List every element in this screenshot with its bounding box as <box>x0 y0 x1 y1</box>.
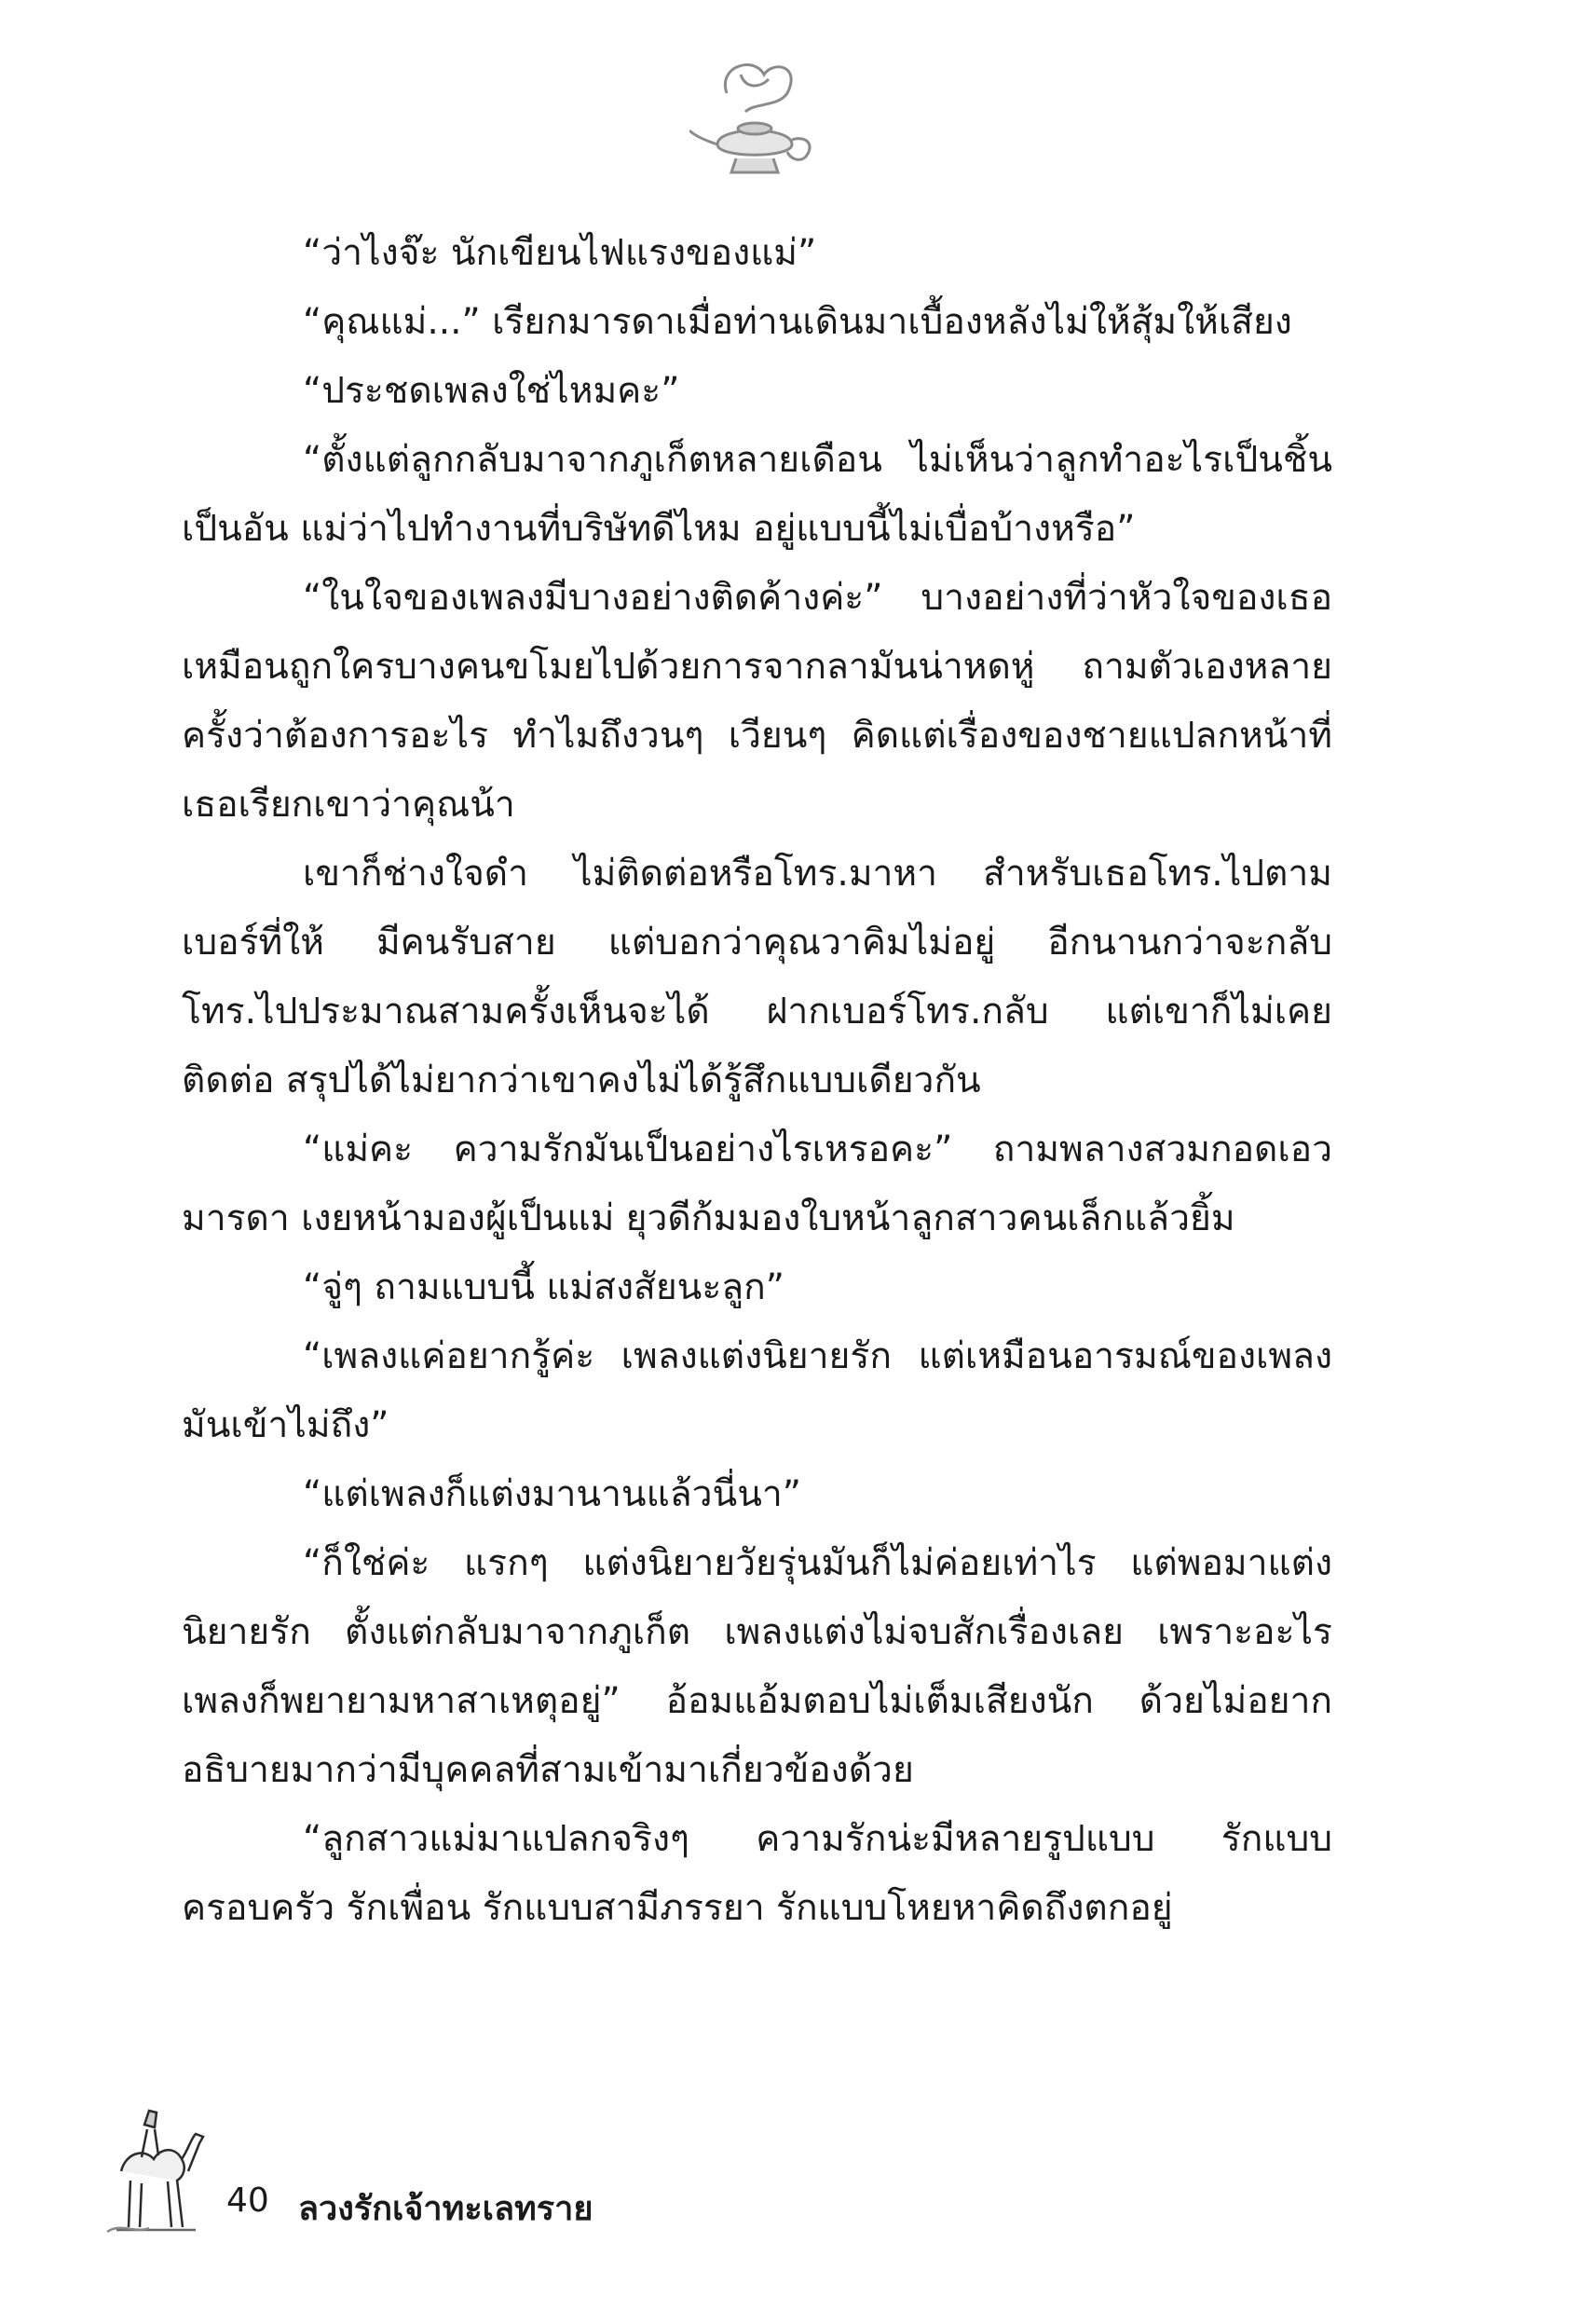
paragraph: “จู่ๆ ถามแบบนี้ แม่สงสัยนะลูก” <box>303 1266 784 1308</box>
paragraph: “ก็ใช่ค่ะ แรกๆ แต่งนิยายวัยรุ่นมันก็ไม่ค่อยเท่าไร แต่พอมาแต่งนิยายรัก ตั้งแต่กลับมาจากภูเก็ต เพลงแต่งไม่จบสักเรื่องเลย เพราะอะไรเพลงก็พยายามหาสาเหตุอยู่” อ้อมแอ้มตอบไม่เต็มเสียงนัก ด้วยไม่อยากอธิบายมากว่ามีบุคคลที่สามเข้ามาเกี่ยวข้องด้วย <box>182 1542 1332 1791</box>
genie-lamp-icon <box>689 56 820 196</box>
paragraph: “ว่าไงจ๊ะ นักเขียนไฟแรงของแม่” <box>303 232 817 274</box>
page-footer <box>102 2101 755 2241</box>
paragraph: “แม่คะ ความรักมันเป็นอย่างไรเหรอคะ” ถามพลางสวมกอดเอวมารดา เงยหน้ามองผู้เป็นแม่ ยุวดีก้มมองใบหน้าลูกสาวคนเล็กแล้วยิ้ม <box>182 1128 1332 1239</box>
paragraph: “ในใจของเพลงมีบางอย่างติดค้างค่ะ” บางอย่างที่ว่าหัวใจของเธอเหมือนถูกใครบางคนขโมยไปด้วยการจากลามันน่าหดหู่ ถามตัวเองหลายครั้งว่าต้องการอะไร ทำไมถึงวนๆ เวียนๆ คิดแต่เรื่องของชายแปลกหน้าที่เธอเรียกเขาว่าคุณน้า <box>182 577 1332 826</box>
paragraph: “คุณแม่...” เรียกมารดาเมื่อท่านเดินมาเบื้องหลังไม่ให้สุ้มให้เสียง <box>303 301 1292 343</box>
book-title: ลวงรักเจ้าทะเลทราย <box>298 2190 593 2228</box>
paragraph: “เพลงแค่อยากรู้ค่ะ เพลงแต่งนิยายรัก แต่เหมือนอารมณ์ของเพลงมันเข้าไม่ถึง” <box>182 1335 1332 1446</box>
paragraph: เขาก็ช่างใจดำ ไม่ติดต่อหรือโทร.มาหา สำหรับเธอโทร.ไปตามเบอร์ที่ให้ มีคนรับสาย แต่บอกว่าคุณวาคิมไม่อยู่ อีกนานกว่าจะกลับ โทร.ไปประมาณสามครั้งเห็นจะได้ ฝากเบอร์โทร.กลับ แต่เขาก็ไม่เคยติดต่อ สรุปได้ไม่ยากว่าเขาคงไม่ได้รู้สึกแบบเดียวกัน <box>182 853 1332 1101</box>
paragraph: “ลูกสาวแม่มาแปลกจริงๆ ความรักน่ะมีหลายรูปแบบ รักแบบครอบครัว รักเพื่อน รักแบบสามีภรรยา รักแบบโหยหาคิดถึงตกอยู่ <box>182 1818 1332 1929</box>
paragraph: “ตั้งแต่ลูกกลับมาจากภูเก็ตหลายเดือน ไม่เห็นว่าลูกทำอะไรเป็นชิ้นเป็นอัน แม่ว่าไปทำงานที่บริษัทดีไหม อยู่แบบนี้ไม่เบื่อบ้างหรือ” <box>182 439 1332 550</box>
camel-rider-icon <box>102 2101 214 2236</box>
paragraph: “แต่เพลงก็แต่งมานานแล้วนี่นา” <box>303 1473 801 1515</box>
paragraph: “ประชดเพลงใช่ไหมคะ” <box>303 370 680 412</box>
body-text <box>182 219 1332 1943</box>
page-number: 40 <box>226 2181 269 2220</box>
